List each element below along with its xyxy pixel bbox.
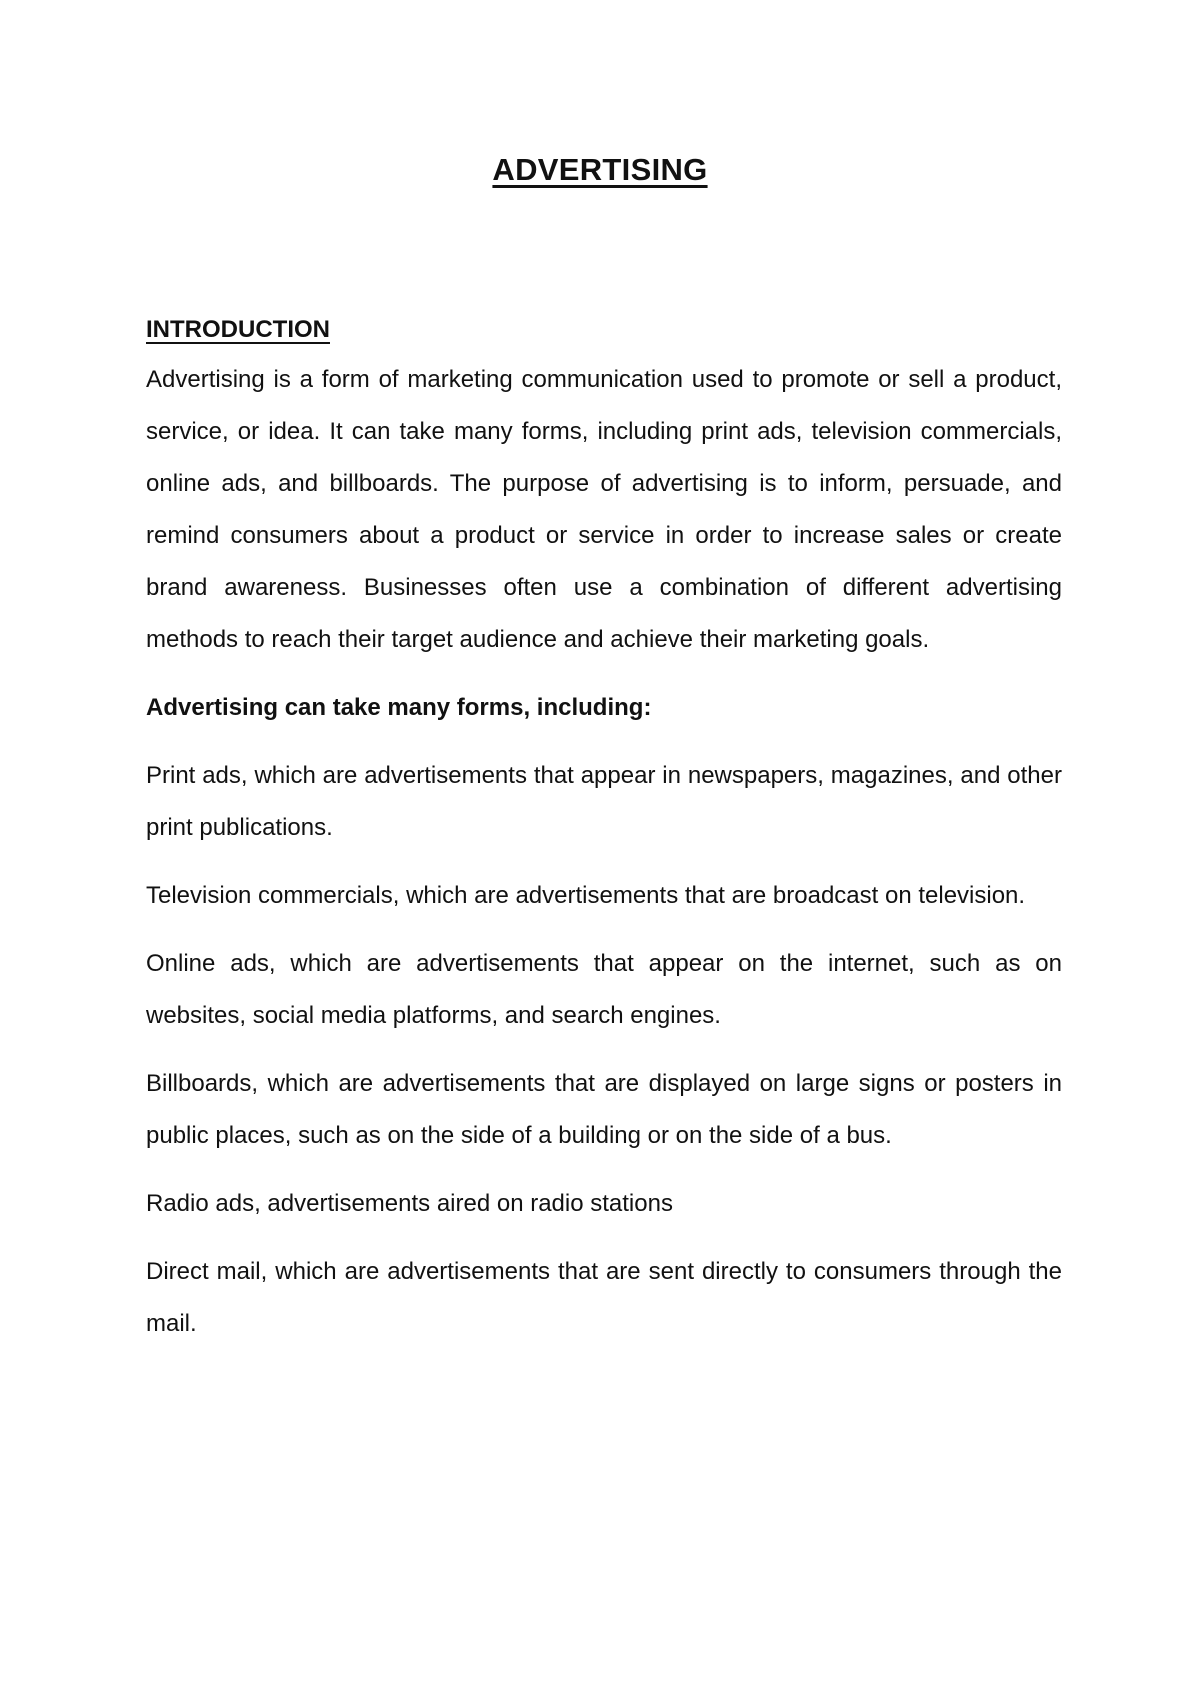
form-item-online-ads: Online ads, which are advertisements that appear on the internet, such as on websites, social media platforms, and search engines.: [146, 950, 1062, 1029]
forms-lead: Advertising can take many forms, including:: [146, 694, 652, 721]
introduction-paragraph: Advertising is a form of marketing communication used to promote or sell a product, service, or idea. It can take many forms, including print ads, television commercials, online ads, and billboards. The purpose of advertising is to inform, persuade, and remind consumers about a product or service in order to increase sales or create brand awareness. Businesses often use a combination of different advertising methods to reach their target audience and achieve their marketing goals.: [146, 366, 1062, 653]
form-item-direct-mail: Direct mail, which are advertisements that are sent directly to consumers through the mail.: [146, 1258, 1062, 1337]
form-item-television-commercials: Television commercials, which are advertisements that are broadcast on television.: [146, 882, 1026, 909]
form-item-print-ads: Print ads, which are advertisements that appear in newspapers, magazines, and other print publications.: [146, 762, 1062, 841]
document-title: ADVERTISING: [492, 152, 708, 187]
document-body: [146, 310, 1062, 1366]
introduction-heading: INTRODUCTION: [146, 316, 330, 343]
form-item-radio-ads: Radio ads, advertisements aired on radio stations: [146, 1190, 673, 1217]
form-item-billboards: Billboards, which are advertisements that are displayed on large signs or posters in public places, such as on the side of a building or on the side of a bus.: [146, 1070, 1062, 1149]
